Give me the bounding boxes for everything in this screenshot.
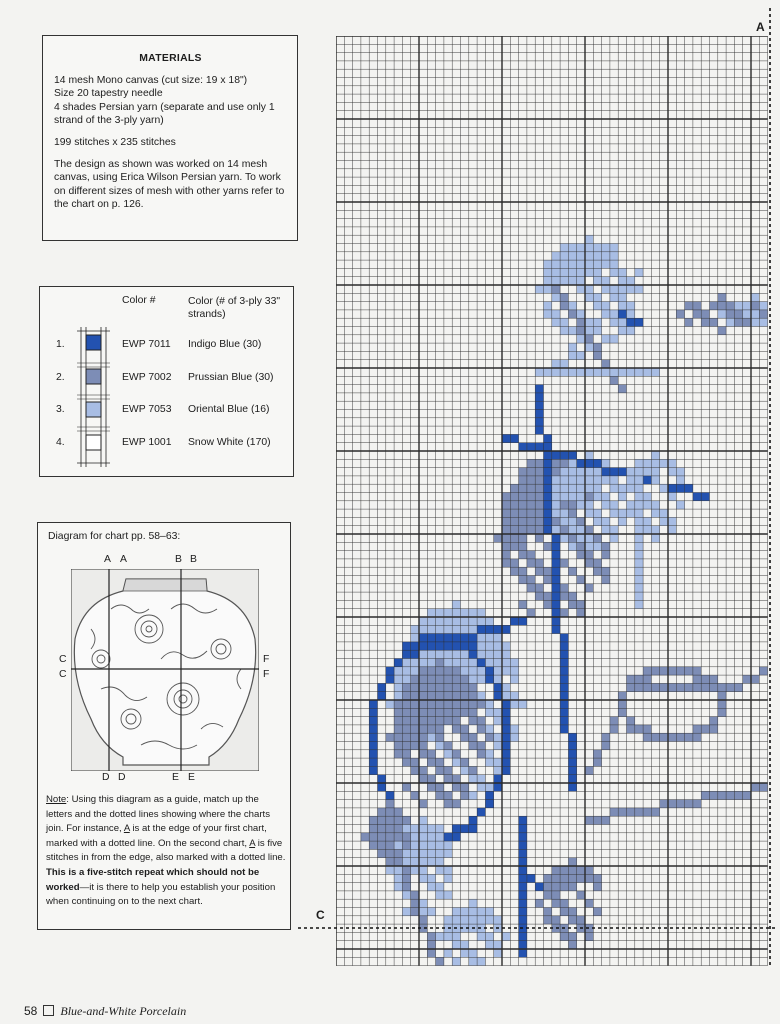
materials-canvas: 14 mesh Mono canvas (cut size: 19 x 18"): [54, 74, 248, 86]
diagram-label-a: A: [104, 554, 111, 565]
diagram-label-d: D: [118, 772, 126, 783]
vase-body: [74, 579, 255, 765]
square-icon: [43, 1005, 54, 1016]
color-row-3: [40, 401, 293, 421]
note-warning: This is a five-stitch repeat which should not be worked: [46, 866, 260, 893]
materials-needle: Size 20 tapestry needle: [54, 88, 163, 100]
note-text: is at the edge of your first chart, marked with a dotted line. On the second chart,: [46, 823, 267, 849]
chart-dotted-edge-c: [298, 926, 776, 930]
book-title: Blue-and-White Porcelain: [60, 1004, 187, 1018]
color-name-header: Color (# of 3-ply 33" strands): [188, 296, 281, 320]
diagram-box: [37, 522, 291, 930]
note-text: is five stitches in from the edge, also marked with a dotted line.: [46, 837, 286, 864]
diagram-label-a: A: [120, 554, 127, 565]
diagram-label-e: E: [188, 772, 195, 783]
materials-yarn: 4 shades Persian yarn (separate and use only 1 strand of the 3-ply yarn): [54, 101, 275, 127]
color-key-box: [39, 286, 294, 477]
color-row-number: 3.: [56, 404, 65, 415]
color-row-name: Prussian Blue (30): [188, 372, 274, 383]
needlepoint-chart: [336, 36, 772, 972]
color-row-name: Snow White (170): [188, 437, 271, 448]
color-code-header: Color #: [122, 295, 156, 306]
color-row-number: 4.: [56, 437, 65, 448]
chart-dotted-edge-a: [768, 8, 772, 968]
color-row-2: [40, 369, 293, 389]
color-row-4: [40, 434, 293, 454]
chart-marker-a: A: [756, 20, 765, 34]
diagram-label-f: F: [263, 669, 270, 680]
color-row-number: 1.: [56, 339, 65, 350]
note-text: —it is there to help you establish your position when continuing on to the next chart.: [46, 881, 276, 908]
materials-box: [42, 35, 298, 241]
diagram-label-c: C: [59, 669, 67, 680]
diagram-label-b: B: [190, 554, 197, 565]
page-footer: [24, 1004, 186, 1019]
materials-description: The design as shown was worked on 14 mesh canvas, using Erica Wilson Persian yarn. To work on different sizes of mesh with other yarns refer to the chart on p. 126.: [54, 158, 285, 211]
note-text: : Using this diagram as a guide, match up the letters and the dotted lines showing where the charts join. For instance,: [46, 794, 270, 835]
page-number: 58: [24, 1004, 38, 1018]
diagram-label-d: D: [102, 772, 110, 783]
chart-marker-c: C: [316, 908, 325, 922]
color-row-code: EWP 7011: [122, 339, 171, 350]
diagram-label-b: B: [175, 554, 182, 565]
diagram-label-c: C: [59, 654, 67, 665]
diagram-label-e: E: [172, 772, 179, 783]
diagram-caption: Diagram for chart pp. 58–63:: [48, 531, 181, 542]
note-letter-a: A: [123, 823, 130, 835]
materials-title: MATERIALS: [139, 53, 202, 64]
color-row-code: EWP 1001: [122, 437, 172, 448]
diagram-label-f: F: [263, 654, 270, 665]
color-row-name: Indigo Blue (30): [188, 339, 262, 350]
materials-stitch-count: 199 stitches x 235 stitches: [54, 136, 176, 148]
color-row-number: 2.: [56, 372, 65, 383]
diagram-note: [46, 793, 286, 910]
color-row-1: [40, 336, 293, 356]
vase-diagram: [71, 569, 259, 771]
color-row-code: EWP 7053: [122, 404, 172, 415]
color-row-name: Oriental Blue (16): [188, 404, 270, 415]
note-letter-a: A: [249, 837, 256, 849]
note-label: Note: [46, 794, 67, 805]
color-row-code: EWP 7002: [122, 372, 172, 383]
